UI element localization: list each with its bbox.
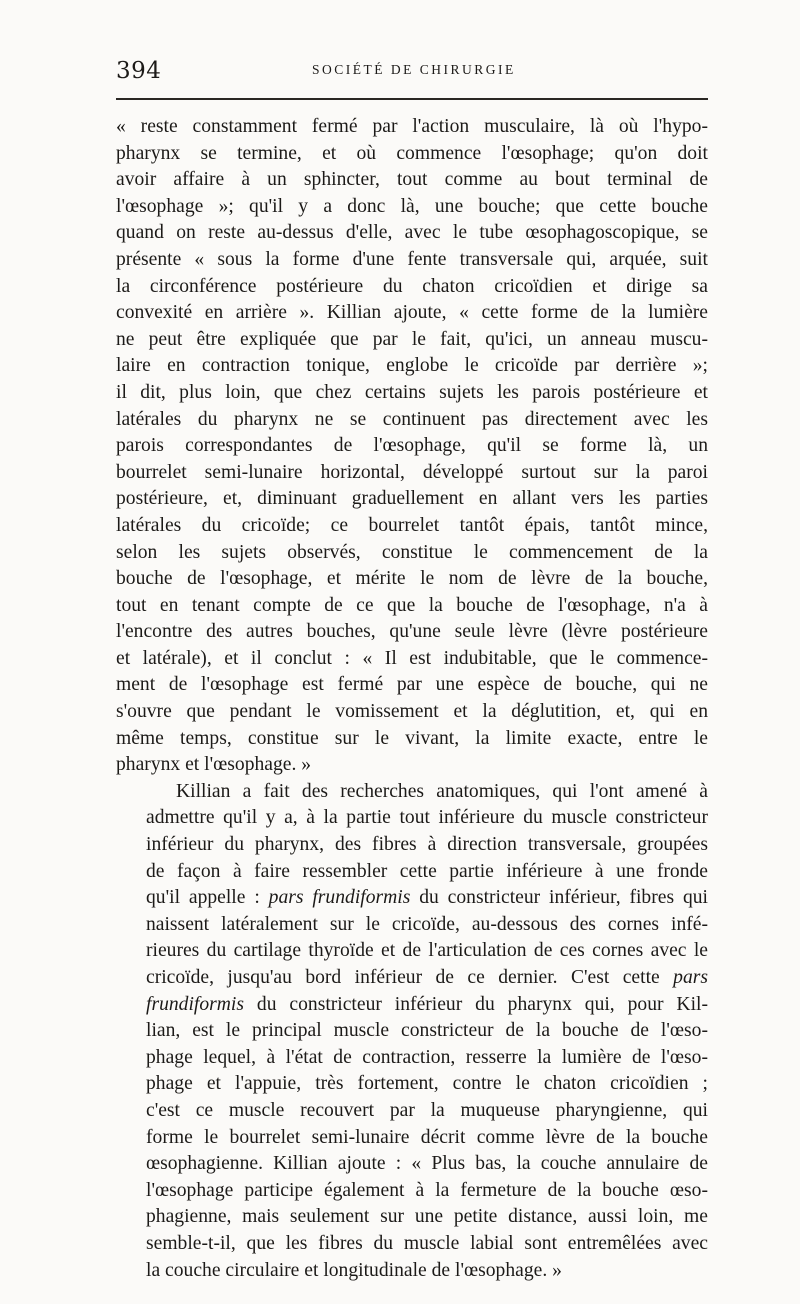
text-line: l'œsophage participe également à la fermeture de la bouche œso- [146,1179,708,1201]
text-line: convexité en arrière ». Killian ajoute, « cette forme de la lumière [116,302,708,324]
text-line: quand on reste au-dessus d'elle, avec le tube œsophagoscopique, se [116,222,708,244]
text-line: latérales du cricoïde; ce bourrelet tantôt épais, tantôt mince, [116,514,708,536]
text-line: présente « sous la forme d'une fente transversale qui, arquée, suit [116,248,708,270]
text-line: forme le bourrelet semi-lunaire décrit comme lèvre de la bouche [146,1126,708,1148]
text-line: ne peut être expliquée que par le fait, qu'ici, un anneau muscu- [116,328,708,350]
text-line: tout en tenant compte de ce que la bouche de l'œsophage, n'a à [116,594,708,616]
body-text [116,114,708,1284]
text-line: selon les sujets observés, constitue le commencement de la [116,541,708,563]
text-line: « reste constamment fermé par l'action musculaire, là où l'hypo- [116,116,708,137]
text-line: semble-t-il, que les fibres du muscle labial sont entremêlées avec [146,1232,708,1254]
text-line: frundiformis du constricteur inférieur du pharynx qui, pour Kil- [146,993,708,1015]
text-line: c'est ce muscle recouvert par la muqueuse pharyngienne, qui [146,1099,708,1121]
text-line: pharynx se termine, et où commence l'œsophage; qu'on doit [116,142,708,164]
text-line: œsophagienne. Killian ajoute : « Plus bas, la couche annulaire de [146,1153,708,1175]
running-title: SOCIÉTÉ DE CHIRURGIE [312,62,516,77]
text-line: qu'il appelle : pars frundiformis du constricteur inférieur, fibres qui [146,887,708,909]
paragraph-2 [116,779,708,1284]
text-line: avoir affaire à un sphincter, tout comme au bout terminal de [116,169,708,191]
text-line: même temps, constitue sur le vivant, la limite exacte, entre le [116,727,708,749]
text-line: postérieure, et, diminuant graduellement en allant vers les parties [116,488,708,510]
text-line: il dit, plus loin, que chez certains sujets les parois postérieure et [116,381,708,403]
text-line: l'œsophage »; qu'il y a donc là, une bouche; que cette bouche [116,195,708,217]
text-line: de façon à faire ressembler cette partie inférieure à une fronde [146,860,708,882]
text-line: cricoïde, jusqu'au bord inférieur de ce dernier. C'est cette pars [146,967,708,988]
text-line: phage et l'appuie, très fortement, contre le chaton cricoïdien ; [146,1073,708,1095]
text-line: pharynx et l'œsophage. » [116,754,312,776]
text-line: phage lequel, à l'état de contraction, resserre la lumière de l'œso- [146,1046,708,1068]
text-line: laire en contraction tonique, englobe le cricoïde par derrière »; [116,355,708,377]
text-line: naissent latéralement sur le cricoïde, au-dessous des cornes infé- [146,913,708,935]
text-line: admettre qu'il y a, à la partie tout inférieure du muscle constricteur [146,807,708,829]
text-line: inférieur du pharynx, des fibres à direction transversale, groupées [146,834,708,856]
page-number: 394 [116,58,162,84]
text-line: rieures du cartilage thyroïde et de l'articulation de ces cornes avec le [146,940,708,962]
text-line: bourrelet semi-lunaire horizontal, développé surtout sur la paroi [116,461,708,483]
text-line: et latérale), et il conclut : « Il est indubitable, que le commence- [116,647,708,669]
text-line: Killian a fait des recherches anatomiques, qui l'ont amené à [176,780,708,802]
text-line: lian, est le principal muscle constricteur de la bouche de l'œso- [146,1020,708,1042]
header-rule [116,98,708,100]
text-line: phagienne, mais seulement sur une petite distance, aussi loin, me [146,1206,708,1228]
text-line: ment de l'œsophage est fermé par une espèce de bouche, qui ne [116,674,708,696]
text-line: bouche de l'œsophage, et mérite le nom de lèvre de la bouche, [116,568,708,590]
text-line: la couche circulaire et longitudinale de l'œsophage. » [146,1259,562,1281]
text-line: l'encontre des autres bouches, qu'une seule lèvre (lèvre postérieure [116,621,708,643]
paragraph-1 [116,114,708,779]
text-line: latérales du pharynx ne se continuent pas directement avec les [116,408,708,430]
text-line: la circonférence postérieure du chaton cricoïdien et dirige sa [116,275,708,297]
text-line: s'ouvre que pendant le vomissement et la déglutition, et, qui en [116,701,708,723]
text-line: parois correspondantes de l'œsophage, qu'il se forme là, un [116,435,708,457]
